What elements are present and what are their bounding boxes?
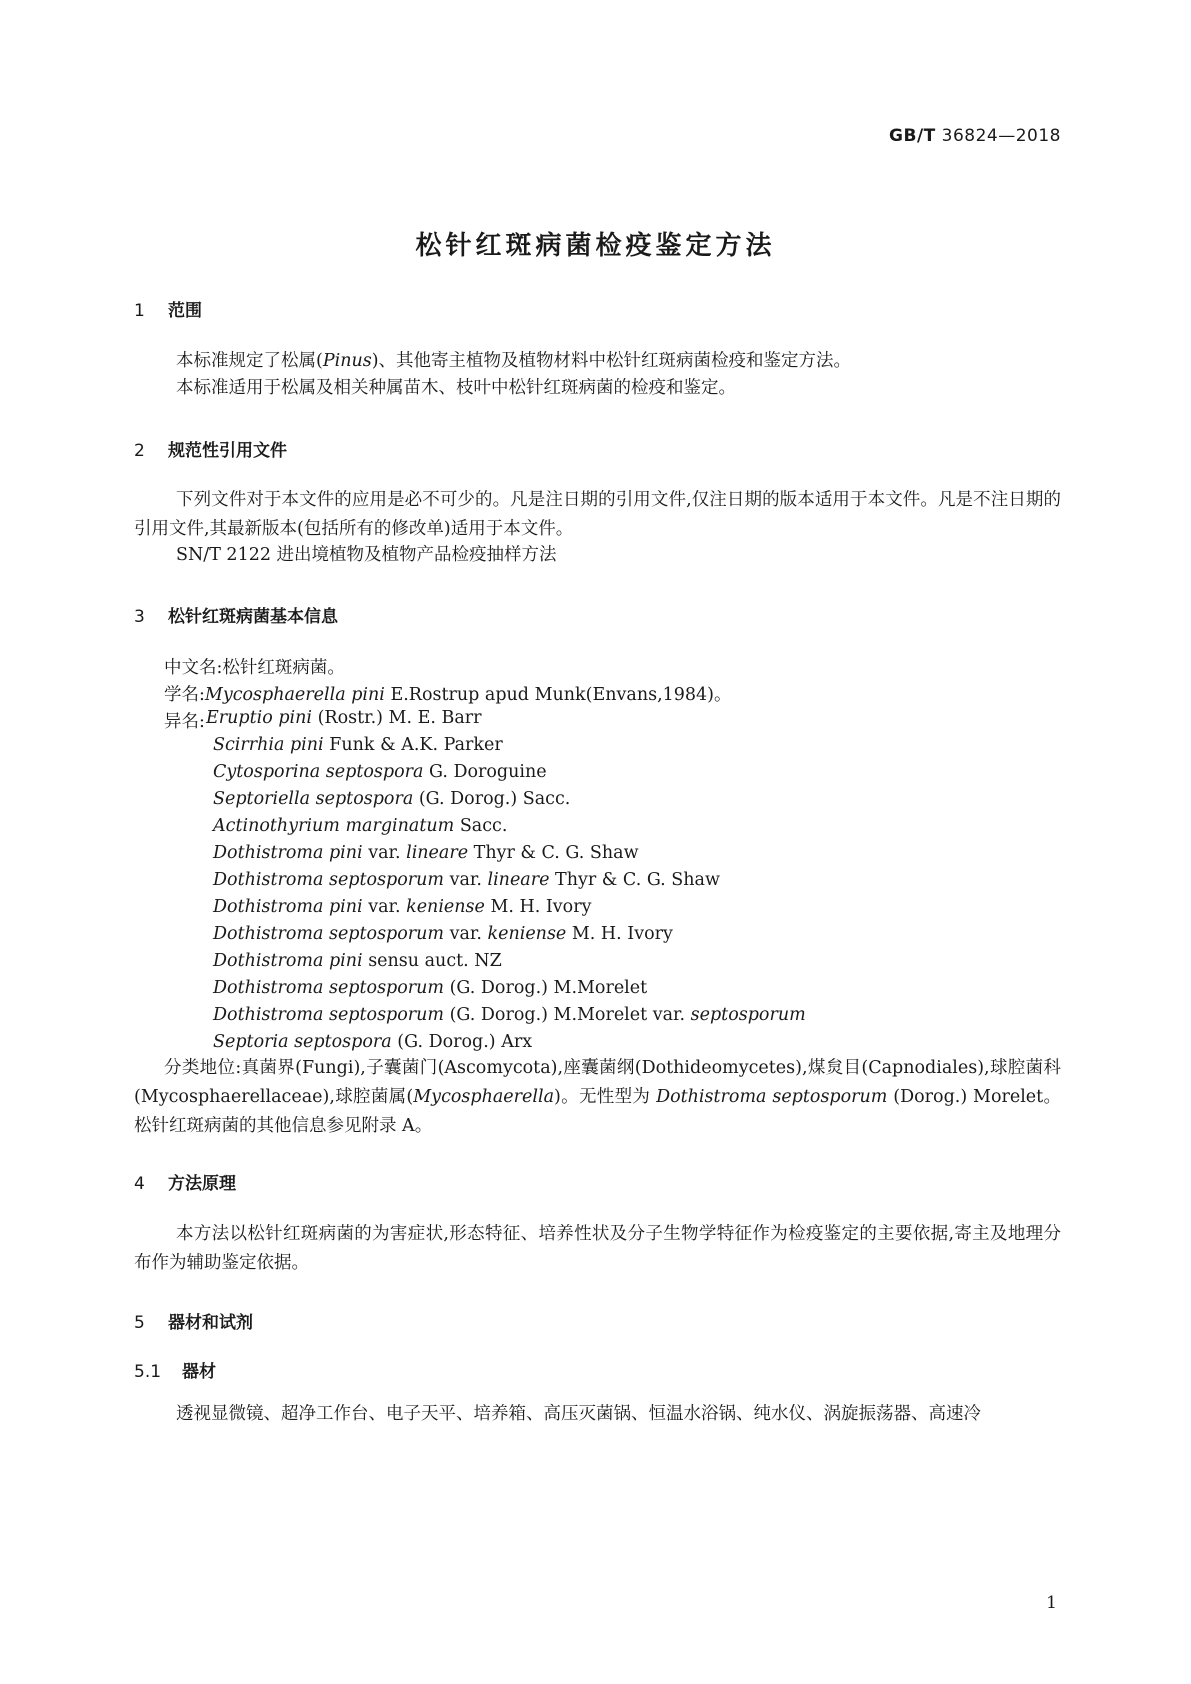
synonym-item: Eruptio pini (Rostr.) M. E. Barr (206, 708, 482, 728)
document-title: 松针红斑病菌检疫鉴定方法 (415, 231, 776, 261)
section-1-para-1: 本标准规定了松属(Pinus)、其他寄主植物及植物材料中松针红斑病菌检疫和鉴定方法。 (176, 351, 852, 371)
synonym-item: Cytosporina septospora G. Doroguine (213, 762, 547, 782)
synonym-item: Dothistroma septosporum var. keniense M. H. Ivory (213, 924, 673, 944)
section-3-heading: 3 松针红斑病菌基本信息 (134, 607, 338, 627)
section-4-para-1: 本方法以松针红斑病菌的为害症状,形态特征、培养性状及分子生物学特征作为检疫鉴定的主要依据,寄主及地理分布作为辅助鉴定依据。 (134, 1224, 1061, 1273)
synonym-item: Septoria septospora (G. Dorog.) Arx (213, 1032, 533, 1052)
synonym-item: Dothistroma pini var. keniense M. H. Ivory (213, 897, 592, 917)
synonym-item: Dothistroma pini var. lineare Thyr & C. G. Shaw (213, 843, 639, 863)
synonym-item: Dothistroma septosporum (G. Dorog.) M.Morelet (213, 978, 648, 998)
section-2-heading: 2 规范性引用文件 (134, 441, 287, 461)
page-number: 1 (1046, 1593, 1057, 1613)
chinese-name: 中文名:松针红斑病菌。 (164, 658, 345, 678)
synonym-item: Actinothyrium marginatum Sacc. (213, 816, 508, 836)
taxonomy-para: 分类地位:真菌界(Fungi),子囊菌门(Ascomycota),座囊菌纲(Dothideomycetes),煤炱目(Capnodiales),球腔菌科(Mycosphaerellaceae),球腔菌属(Mycosphaerella)。无性型为 Dothistroma septosporum (Dorog.) Morelet。松针红斑病菌的其他信息参见附录 A。 (134, 1058, 1062, 1136)
section-5-1-heading: 5.1 器材 (134, 1362, 216, 1382)
section-2-para-1: 下列文件对于本文件的应用是必不可少的。凡是注日期的引用文件,仅注日期的版本适用于本文件。凡是不注日期的引用文件,其最新版本(包括所有的修改单)适用于本文件。 (134, 490, 1061, 539)
standard-code: GB/T 36824—2018 (889, 126, 1061, 146)
synonyms-label: 异名: (164, 712, 205, 732)
section-2-reference: SN/T 2122 进出境植物及植物产品检疫抽样方法 (176, 545, 557, 565)
synonym-item: Septoriella septospora (G. Dorog.) Sacc. (213, 789, 571, 809)
section-5-1-para-1: 透视显微镜、超净工作台、电子天平、培养箱、高压灭菌锅、恒温水浴锅、纯水仪、涡旋振荡器、高速冷 (176, 1404, 981, 1424)
synonym-item: Scirrhia pini Funk & A.K. Parker (213, 735, 503, 755)
section-1-para-2: 本标准适用于松属及相关种属苗木、枝叶中松针红斑病菌的检疫和鉴定。 (176, 378, 736, 398)
scientific-name: 学名:Mycosphaerella pini E.Rostrup apud Munk(Envans,1984)。 (164, 685, 732, 705)
section-5-heading: 5 器材和试剂 (134, 1313, 253, 1333)
section-1-heading: 1 范围 (134, 301, 202, 321)
synonym-item: Dothistroma pini sensu auct. NZ (213, 951, 502, 971)
synonym-item: Dothistroma septosporum (G. Dorog.) M.Morelet var. septosporum (213, 1005, 806, 1025)
synonym-item: Dothistroma septosporum var. lineare Thyr & C. G. Shaw (213, 870, 720, 890)
section-4-heading: 4 方法原理 (134, 1174, 236, 1194)
